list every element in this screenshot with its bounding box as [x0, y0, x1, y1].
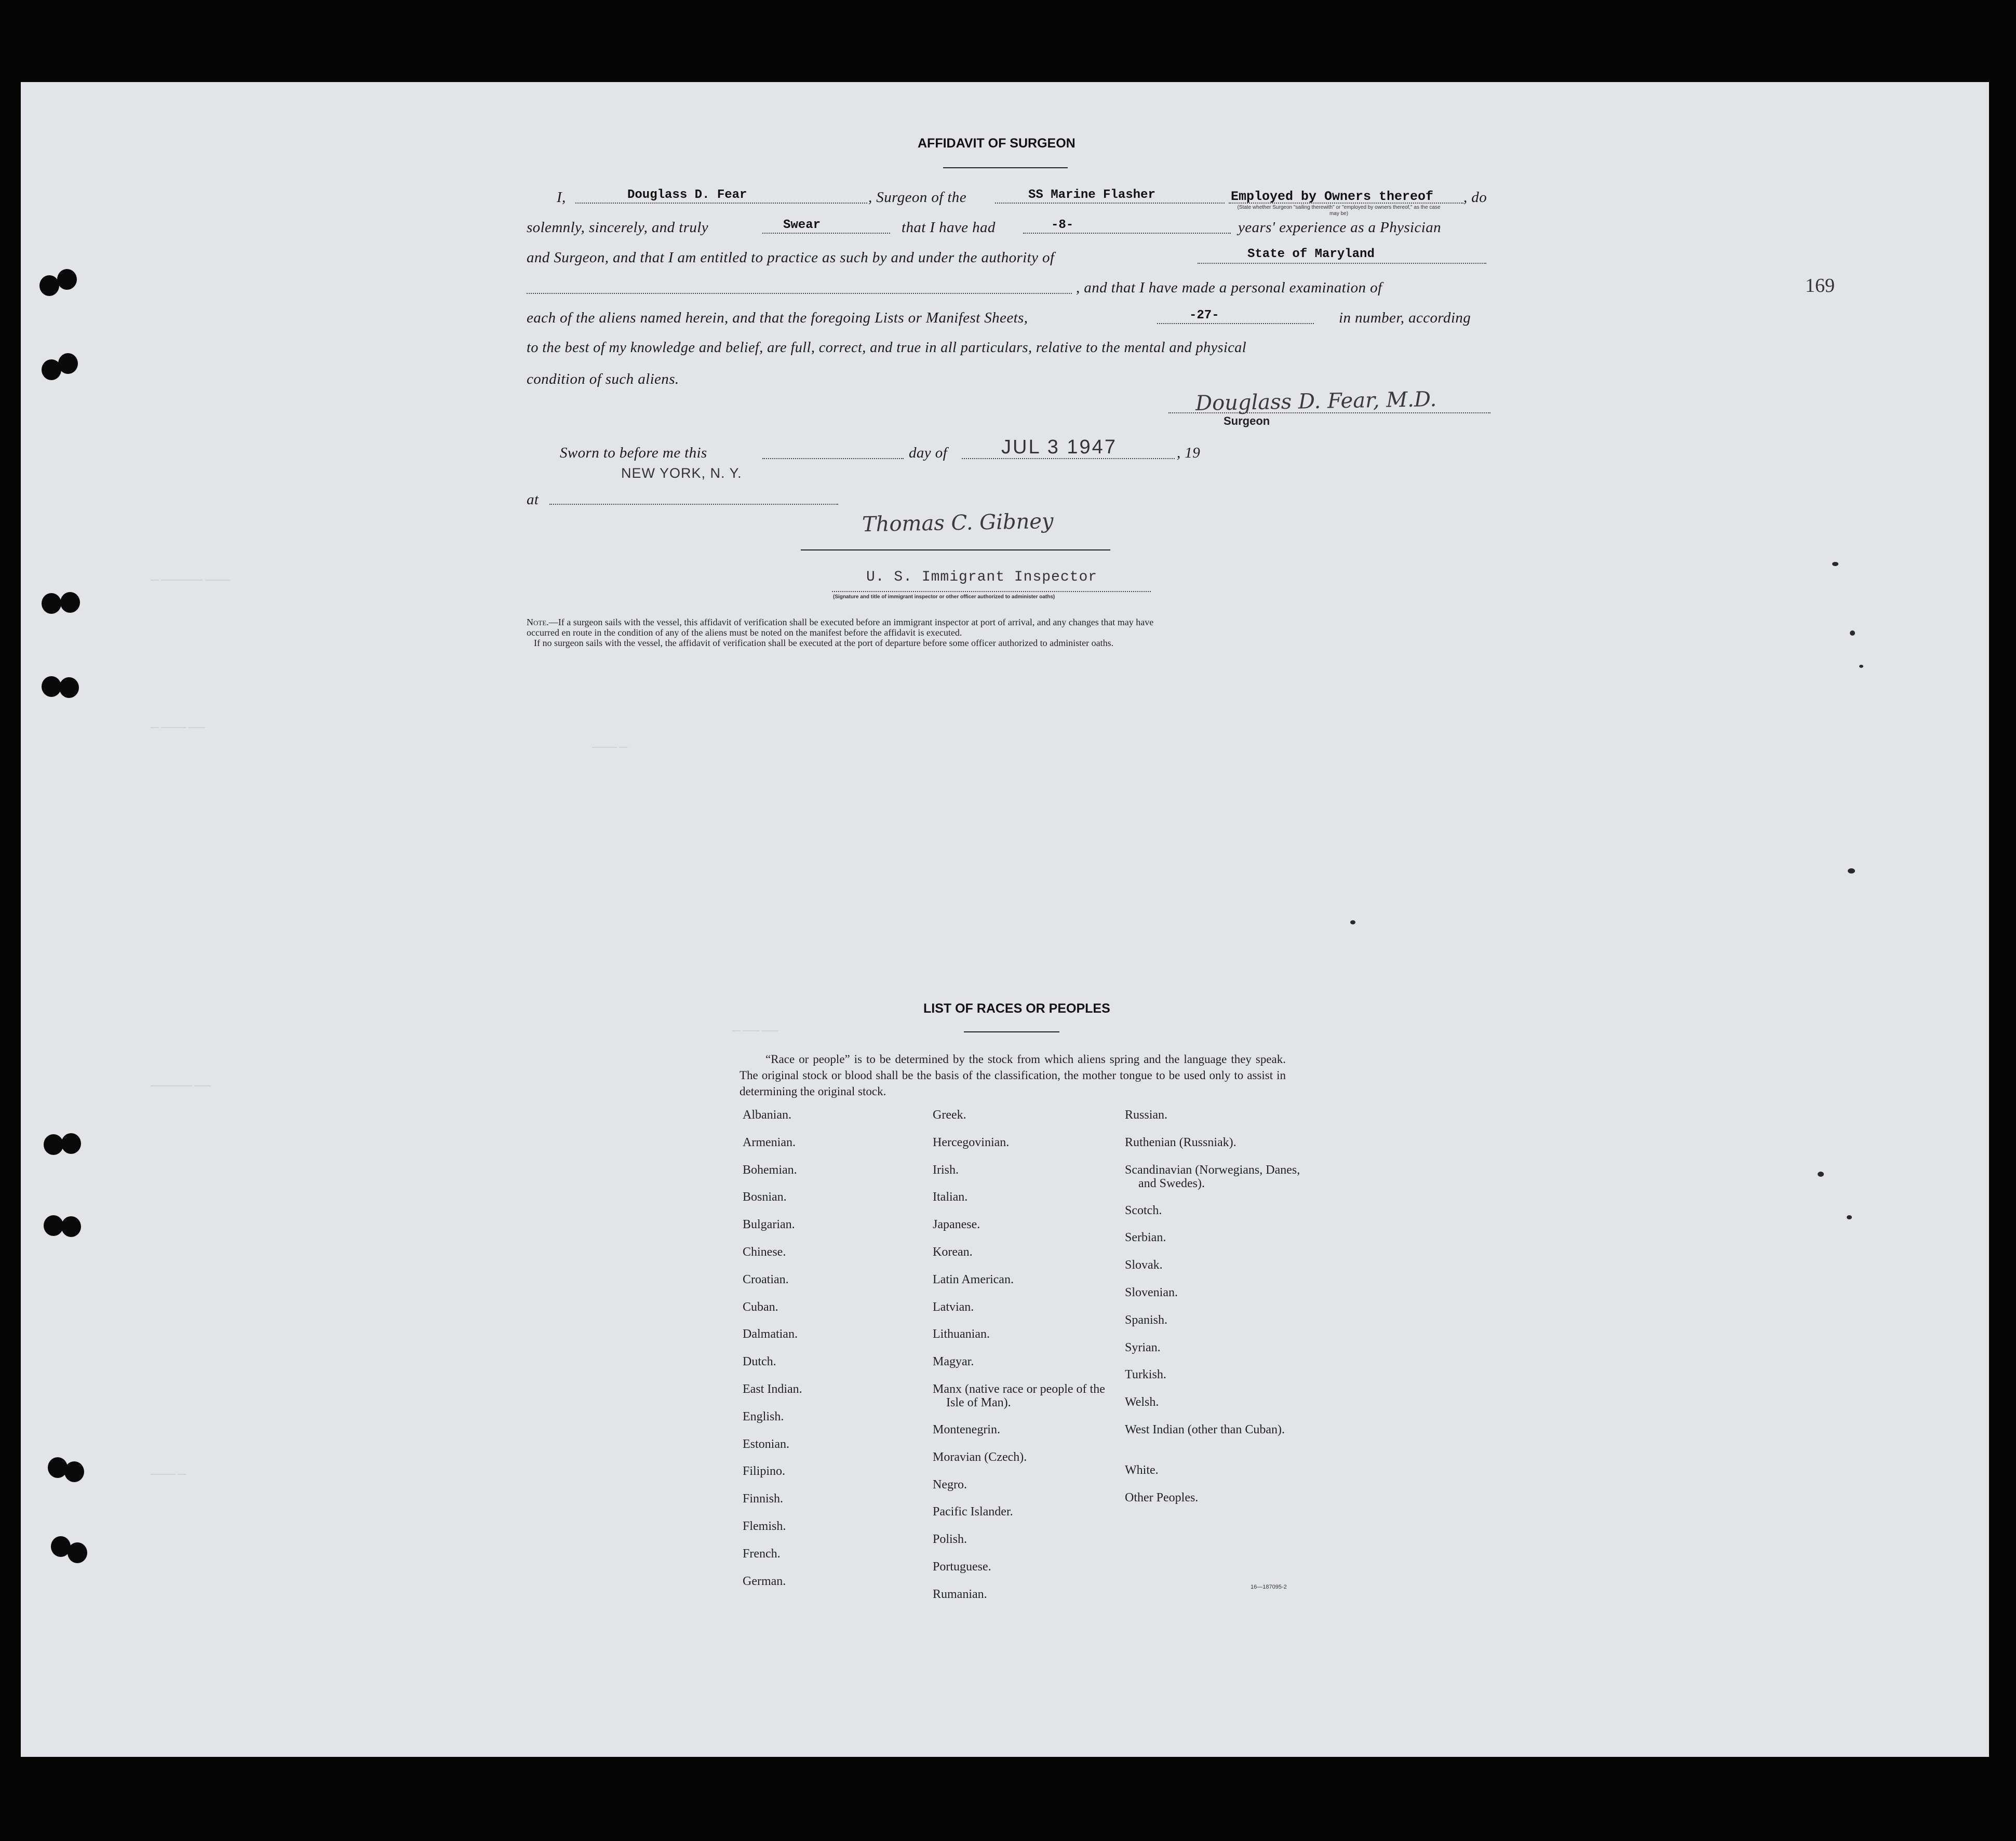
ship-name-field: SS Marine Flasher: [1028, 188, 1155, 202]
affidavit-text: I,: [557, 189, 566, 206]
race-list-item: Dalmatian.: [743, 1327, 798, 1341]
affidavit-title: AFFIDAVIT OF SURGEON: [918, 136, 1076, 151]
page-number: 169: [1805, 275, 1835, 297]
punch-hole: [39, 275, 59, 296]
years-field: -8-: [1051, 218, 1074, 232]
sworn-day-blank: [762, 458, 904, 459]
race-list-item: Slovenian.: [1125, 1285, 1178, 1299]
race-list-item: Bulgarian.: [743, 1218, 795, 1232]
race-list-item: Portuguese.: [933, 1560, 991, 1574]
race-list-item: Dutch.: [743, 1355, 776, 1369]
punch-hole: [68, 1542, 87, 1563]
oath-field: Swear: [783, 218, 821, 232]
years-blank: [1023, 233, 1231, 234]
race-list-item: Korean.: [933, 1245, 973, 1259]
affidavit-text: years' experience as a Physician: [1238, 219, 1442, 236]
punch-hole: [61, 1216, 81, 1237]
authority-blank: [1198, 263, 1486, 264]
affidavit-note: [527, 617, 1493, 648]
race-list-item: Armenian.: [743, 1135, 796, 1149]
race-list-item: East Indian.: [743, 1382, 802, 1396]
race-list-item: Chinese.: [743, 1245, 786, 1259]
races-column-1: [743, 1108, 914, 1602]
race-list-item: Rumanian.: [933, 1587, 987, 1601]
name-blank: [575, 203, 867, 204]
employment-note: (State whether Surgeon "sailing therewith" or "employed by owners thereof," as the case may be): [1237, 205, 1441, 217]
affidavit-text: at: [527, 491, 539, 508]
race-list-item: Latin American.: [933, 1272, 1014, 1286]
races-column-2: [933, 1108, 1109, 1615]
race-list-item: Montenegrin.: [933, 1422, 1000, 1436]
race-list-item: Magyar.: [933, 1355, 974, 1369]
affidavit-text: , and that I have made a personal examination of: [1076, 279, 1382, 296]
race-list-item: Estonian.: [743, 1437, 789, 1451]
note-line-1: —If a surgeon sails with the vessel, this affidavit of verification shall be executed before an immigrant inspector at port of arrival, and any changes that may have: [548, 617, 1154, 627]
race-list-item: Albanian.: [743, 1108, 791, 1122]
punch-hole: [42, 676, 61, 697]
punch-hole: [57, 269, 77, 290]
race-list-item: Welsh.: [1125, 1395, 1159, 1409]
note-label: Note.: [527, 617, 549, 627]
race-list-item: Pacific Islander.: [933, 1505, 1013, 1519]
race-list-item: Serbian.: [1125, 1231, 1166, 1245]
race-list-item: French.: [743, 1547, 781, 1561]
signature-caption: Surgeon: [1224, 414, 1270, 427]
race-list-item: German.: [743, 1574, 786, 1588]
race-list-item: Japanese.: [933, 1218, 980, 1232]
punch-hole: [44, 1215, 63, 1236]
race-list-item: Spanish.: [1125, 1313, 1168, 1327]
race-list-item: Lithuanian.: [933, 1327, 990, 1341]
race-list-item: Russian.: [1125, 1108, 1168, 1122]
date-stamp: JUL 3 1947: [1001, 436, 1117, 458]
punch-hole: [61, 1133, 81, 1154]
note-line-3: If no surgeon sails with the vessel, the affidavit of verification shall be executed at the port of departure before some officer authorized to administer oaths.: [534, 638, 1114, 648]
race-list-item: White.: [1125, 1463, 1159, 1477]
sheets-field: -27-: [1189, 308, 1219, 322]
signature-line: [1168, 412, 1490, 413]
affidavit-text: that I have had: [902, 219, 996, 236]
race-list-item: Slovak.: [1125, 1258, 1163, 1272]
race-list-item: Croatian.: [743, 1272, 789, 1286]
race-list-item: Ruthenian (Russniak).: [1125, 1135, 1237, 1149]
oath-blank: [762, 233, 890, 234]
authority-blank-continued: [527, 293, 1072, 294]
note-line-2: occurred en route in the condition of any of the aliens must be noted on the manifest before the affidavit is executed.: [527, 627, 962, 638]
affidavit-text: each of the aliens named herein, and that the foregoing Lists or Manifest Sheets,: [527, 310, 1028, 326]
race-list-item: Filipino.: [743, 1464, 786, 1479]
affidavit-text: , Surgeon of the: [868, 189, 966, 206]
punch-hole: [59, 677, 79, 698]
punch-hole: [60, 592, 80, 613]
race-list-item: Other Peoples.: [1125, 1490, 1199, 1504]
race-list-item: Italian.: [933, 1190, 968, 1204]
race-list-item: Bohemian.: [743, 1163, 797, 1177]
surgeon-name-field: Douglass D. Fear: [627, 188, 747, 202]
race-list-item: Hercegovinian.: [933, 1135, 1010, 1149]
authority-field: State of Maryland: [1247, 247, 1375, 261]
race-list-item: Scandinavian (Norwegians, Danes, and Swedes).: [1125, 1163, 1300, 1190]
affidavit-text: , 19: [1177, 445, 1201, 461]
affidavit-text: Sworn to before me this: [560, 445, 707, 461]
races-title: LIST OF RACES OR PEOPLES: [923, 1001, 1110, 1016]
race-list-item: Syrian.: [1125, 1340, 1161, 1354]
race-list-item: English.: [743, 1409, 784, 1423]
punch-hole: [64, 1461, 84, 1482]
affidavit-text: and Surgeon, and that I am entitled to practice as such by and under the authority of: [527, 249, 1055, 266]
place-blank: [549, 504, 838, 505]
punch-hole: [44, 1134, 63, 1155]
race-list-item: Greek.: [933, 1108, 966, 1122]
affidavit-text: day of: [909, 445, 948, 461]
affidavit-text: , do: [1463, 189, 1487, 206]
race-list-item: West Indian (other than Cuban).: [1125, 1422, 1285, 1436]
punch-hole: [58, 353, 78, 374]
race-list-item: Scotch.: [1125, 1203, 1162, 1217]
race-list-item: Bosnian.: [743, 1190, 787, 1204]
surgeon-signature: Douglass D. Fear, M.D.: [1195, 387, 1437, 416]
races-column-3: [1125, 1108, 1312, 1519]
form-number: 16—187095-2: [1251, 1584, 1287, 1590]
title-underline: [943, 167, 1068, 168]
employment-field: Employed by Owners thereof: [1231, 189, 1434, 204]
punch-hole: [42, 593, 61, 614]
inspector-title: U. S. Immigrant Inspector: [866, 569, 1098, 585]
place-stamp: NEW YORK, N. Y.: [621, 465, 742, 481]
affidavit-text: to the best of my knowledge and belief, are full, correct, and true in all particulars, relative to the mental and physical: [527, 340, 1246, 356]
affidavit-text: in number, according: [1339, 310, 1471, 326]
race-list-item: Polish.: [933, 1533, 967, 1547]
inspector-caption: (Signature and title of immigrant inspector or other officer authorized to administer oaths): [833, 594, 1055, 600]
race-list-item: Finnish.: [743, 1492, 784, 1506]
race-list-item: Latvian.: [933, 1300, 974, 1314]
race-list-item: Cuban.: [743, 1300, 778, 1314]
inspector-signature: Thomas C. Gibney: [862, 509, 1054, 537]
ship-blank: [995, 203, 1225, 204]
races-intro: “Race or people” is to be determined by the stock from which aliens spring and the language they speak. The original stock or blood shall be the basis of the classification, the mother tongue to be used only to assist in determining the original stock.: [740, 1053, 1286, 1098]
race-list-item: Manx (native race or people of the Isle of Man).: [933, 1382, 1105, 1409]
affidavit-text: condition of such aliens.: [527, 371, 679, 387]
race-list-item: Flemish.: [743, 1519, 786, 1533]
inspector-signature-line: [801, 549, 1110, 550]
affidavit-text: solemnly, sincerely, and truly: [527, 219, 709, 236]
races-underline: [964, 1031, 1059, 1032]
race-list-item: Turkish.: [1125, 1368, 1166, 1382]
inspector-title-line: [832, 591, 1151, 592]
race-list-item: Negro.: [933, 1477, 967, 1491]
race-list-item: Irish.: [933, 1163, 959, 1177]
sheets-blank: [1157, 323, 1314, 324]
race-list-item: Moravian (Czech).: [933, 1450, 1027, 1464]
